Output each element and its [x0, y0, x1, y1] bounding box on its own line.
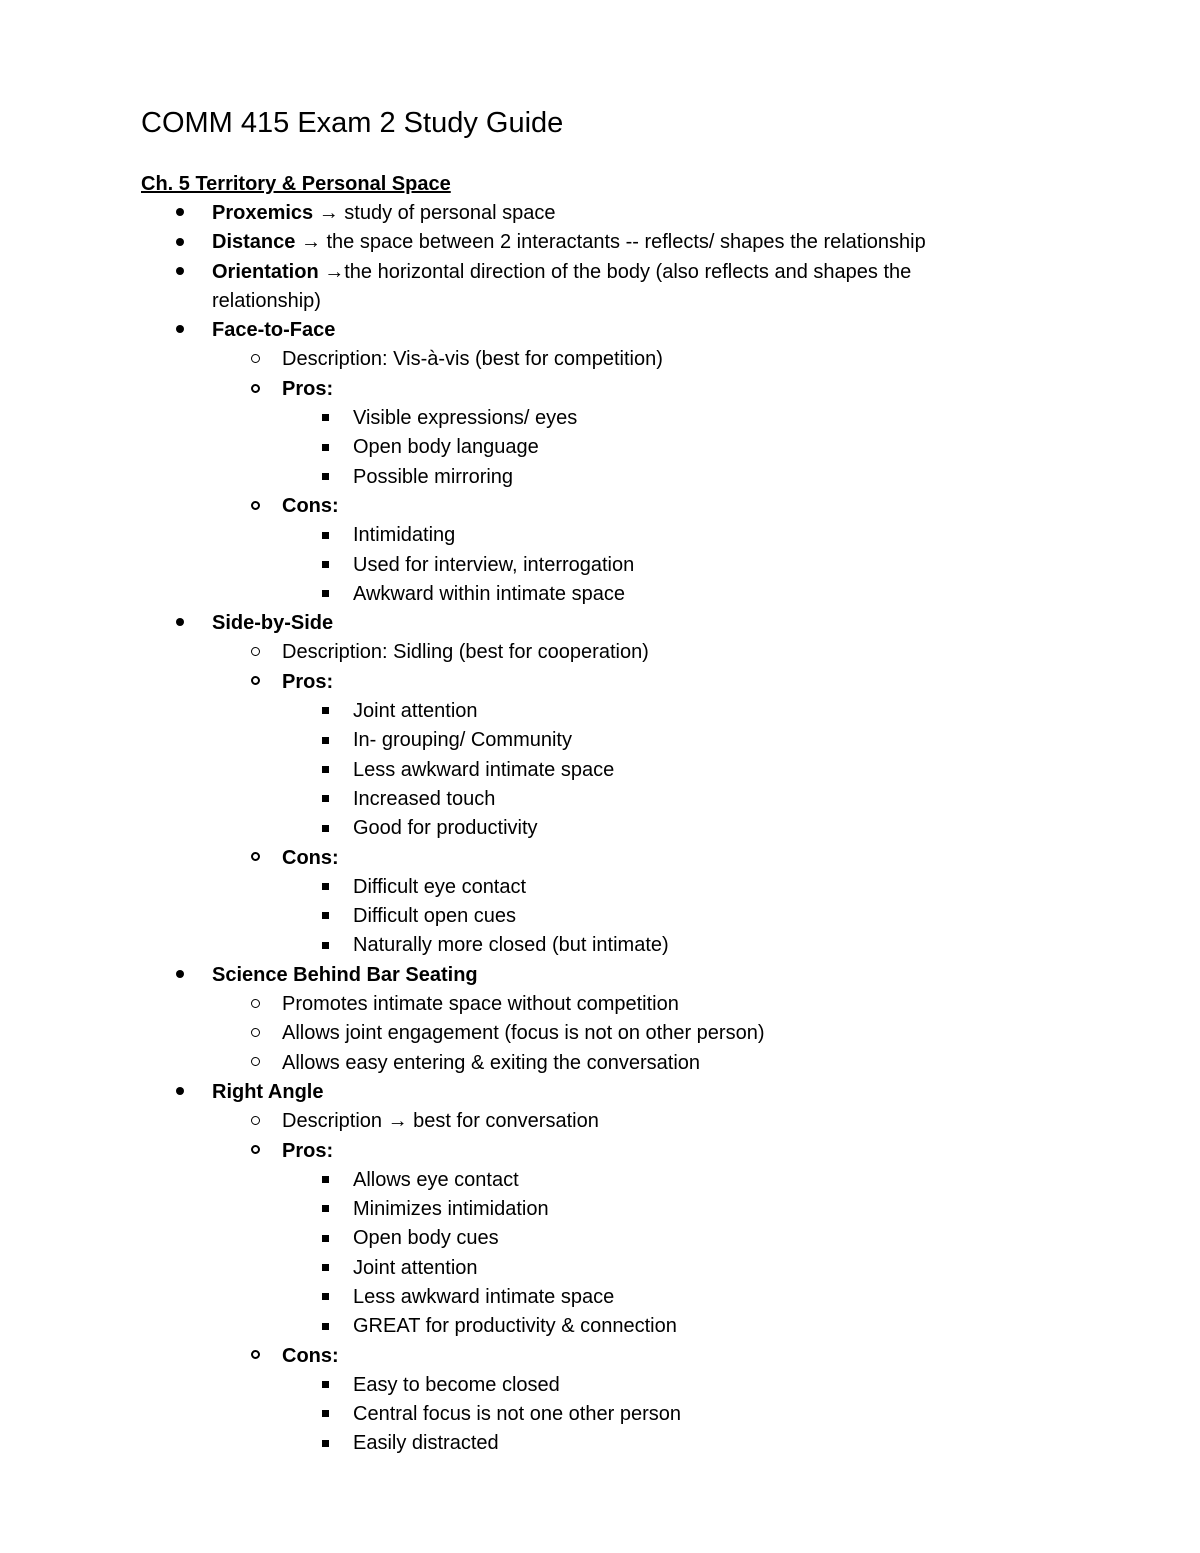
- bullet-icon: [170, 1078, 190, 1107]
- circle-bullet-icon: [245, 1342, 265, 1371]
- square-bullet-icon: [315, 1283, 335, 1312]
- list-item-distance: [0, 228, 1200, 257]
- bullet-icon: [170, 316, 190, 345]
- circle-bullet-icon: [245, 1019, 265, 1048]
- list-item-right-angle: [0, 1078, 1200, 1107]
- list-item: Allows eye contact: [0, 1166, 1200, 1195]
- sub-item-description: Description: Sidling (best for cooperation): [0, 638, 1200, 667]
- square-bullet-icon: [315, 1400, 335, 1429]
- list-item: Possible mirroring: [0, 463, 1200, 492]
- arrow-icon: →: [318, 202, 339, 224]
- square-bullet-icon: [315, 1195, 335, 1224]
- square-bullet-icon: [315, 551, 335, 580]
- square-bullet-icon: [315, 726, 335, 755]
- heading-side-by-side: Side-by-Side: [212, 612, 334, 635]
- square-bullet-icon: [315, 756, 335, 785]
- bullet-icon: [170, 961, 190, 990]
- square-bullet-icon: [315, 902, 335, 931]
- square-bullet-icon: [315, 785, 335, 814]
- square-bullet-icon: [315, 580, 335, 609]
- square-bullet-icon: [315, 1371, 335, 1400]
- sub-item: Allows joint engagement (focus is not on other person): [0, 1019, 1200, 1048]
- arrow-icon: →: [324, 260, 345, 283]
- list-item-bar-seating: [0, 961, 1200, 990]
- sub-item-cons: Cons:: [0, 844, 1200, 873]
- sub-item-description: Description → best for conversation: [0, 1107, 1200, 1136]
- document-title: COMM 415 Exam 2 Study Guide: [141, 107, 564, 139]
- list-item: Visible expressions/ eyes: [0, 404, 1200, 433]
- list-item: Open body cues: [0, 1224, 1200, 1253]
- list-item: Easy to become closed: [0, 1371, 1200, 1400]
- sub-item-description: Description: Vis-à-vis (best for competition): [0, 345, 1200, 374]
- square-bullet-icon: [315, 814, 335, 843]
- circle-bullet-icon: [245, 638, 265, 667]
- heading-right-angle: Right Angle: [212, 1080, 324, 1103]
- definition-orientation-line2: relationship): [212, 289, 321, 312]
- list-item-proxemics: [0, 199, 1200, 228]
- arrow-icon: →: [300, 231, 321, 254]
- square-bullet-icon: [315, 1224, 335, 1253]
- section-heading: Ch. 5 Territory & Personal Space: [141, 173, 451, 195]
- sub-item-pros: Pros:: [0, 668, 1200, 697]
- square-bullet-icon: [315, 1312, 335, 1341]
- square-bullet-icon: [315, 404, 335, 433]
- bullet-icon: [170, 199, 190, 228]
- sub-item-pros: Pros:: [0, 1137, 1200, 1166]
- sub-item-cons: Cons:: [0, 1342, 1200, 1371]
- square-bullet-icon: [315, 1254, 335, 1283]
- square-bullet-icon: [315, 1166, 335, 1195]
- list-item: Difficult open cues: [0, 902, 1200, 931]
- bullet-icon: [170, 228, 190, 257]
- circle-bullet-icon: [245, 492, 265, 521]
- circle-bullet-icon: [245, 668, 265, 697]
- list-item: Less awkward intimate space: [0, 756, 1200, 785]
- square-bullet-icon: [315, 433, 335, 462]
- heading-bar-seating: Science Behind Bar Seating: [212, 963, 478, 986]
- list-item: Central focus is not one other person: [0, 1400, 1200, 1429]
- sub-item-pros: Pros:: [0, 375, 1200, 404]
- list-item: Increased touch: [0, 785, 1200, 814]
- list-item: Joint attention: [0, 697, 1200, 726]
- term-distance: Distance: [212, 231, 296, 254]
- circle-bullet-icon: [245, 1049, 265, 1078]
- circle-bullet-icon: [245, 1107, 265, 1136]
- list-item: GREAT for productivity & connection: [0, 1312, 1200, 1341]
- list-item: Open body language: [0, 433, 1200, 462]
- square-bullet-icon: [315, 521, 335, 550]
- list-item: Awkward within intimate space: [0, 580, 1200, 609]
- list-item: Joint attention: [0, 1254, 1200, 1283]
- list-item-face-to-face: [0, 316, 1200, 345]
- circle-bullet-icon: [245, 990, 265, 1019]
- sub-item: Promotes intimate space without competition: [0, 990, 1200, 1019]
- definition-proxemics: study of personal space: [338, 202, 556, 224]
- notes-list: [0, 199, 1200, 1459]
- list-item-side-by-side: [0, 609, 1200, 638]
- sub-item-cons: Cons:: [0, 492, 1200, 521]
- list-item: In- grouping/ Community: [0, 726, 1200, 755]
- list-item: Naturally more closed (but intimate): [0, 931, 1200, 960]
- definition-orientation: the horizontal direction of the body (also reflects and shapes the: [344, 260, 912, 283]
- list-item-orientation: [0, 258, 1200, 287]
- square-bullet-icon: [315, 873, 335, 902]
- heading-face-to-face: Face-to-Face: [212, 319, 336, 342]
- square-bullet-icon: [315, 931, 335, 960]
- circle-bullet-icon: [245, 1137, 265, 1166]
- square-bullet-icon: [315, 1429, 335, 1458]
- list-item: Minimizes intimidation: [0, 1195, 1200, 1224]
- bullet-icon: [170, 609, 190, 638]
- definition-distance: the space between 2 interactants -- reflects/ shapes the relationship: [320, 231, 926, 254]
- circle-bullet-icon: [245, 375, 265, 404]
- list-item: Less awkward intimate space: [0, 1283, 1200, 1312]
- circle-bullet-icon: [245, 345, 265, 374]
- term-orientation: Orientation: [212, 260, 319, 283]
- square-bullet-icon: [315, 697, 335, 726]
- sub-item: Allows easy entering & exiting the conversation: [0, 1049, 1200, 1078]
- list-item: Difficult eye contact: [0, 873, 1200, 902]
- list-item: Intimidating: [0, 521, 1200, 550]
- circle-bullet-icon: [245, 844, 265, 873]
- arrow-icon: →: [387, 1110, 408, 1133]
- bullet-icon: [170, 258, 190, 287]
- list-item: Good for productivity: [0, 814, 1200, 843]
- term-proxemics: Proxemics: [212, 202, 314, 224]
- square-bullet-icon: [315, 463, 335, 492]
- list-item: Used for interview, interrogation: [0, 551, 1200, 580]
- list-item-orientation-continued: [0, 287, 1200, 316]
- list-item: Easily distracted: [0, 1429, 1200, 1458]
